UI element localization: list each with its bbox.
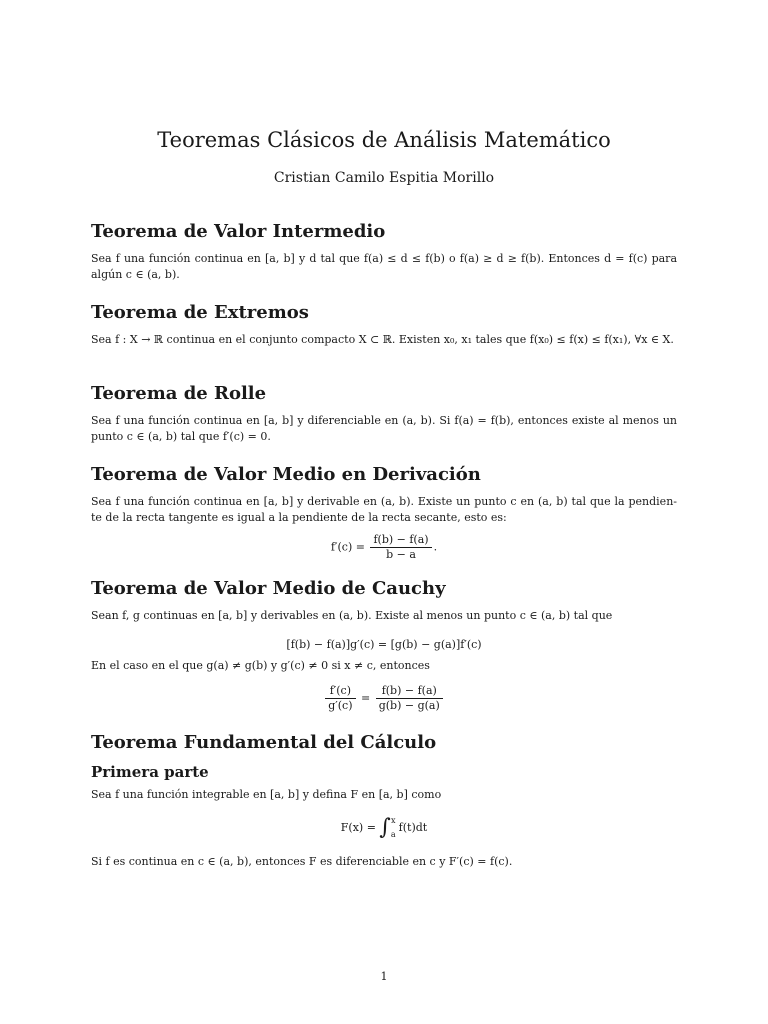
eq-cauchy-right-denominator: g(b) − g(a) — [378, 699, 440, 712]
equation-cauchy-1: [f(b) − f(a)]g′(c) = [g(b) − g(a)]f′(c) — [286, 638, 482, 651]
eq-fundamental-lhs: F(x) = — [340, 821, 376, 834]
integral-upper-limit: x — [391, 816, 396, 825]
fraction-cauchy-left — [325, 684, 355, 713]
equation-fundamental — [0, 812, 768, 842]
integral-limits — [391, 814, 396, 842]
text-valor-intermedio: Sea f una función continua en [a, b] y d tal que f(a) ≤ d ≤ f(b) o f(a) ≥ d ≥ f(b). Entonces d = f(c) para algún c ∈ (a, b). — [91, 252, 677, 281]
text-extremos: Sea f : X → ℝ continua en el conjunto compacto X ⊂ ℝ. Existen x₀, x₁ tales que f(x₀) ≤ f(x) ≤ f(x₁), ∀x ∈ X. — [91, 333, 674, 346]
heading-cauchy: Teorema de Valor Medio de Cauchy — [91, 578, 446, 599]
fraction-cauchy-right — [376, 684, 443, 713]
heading-rolle: Teorema de Rolle — [91, 383, 267, 404]
integral-sign: ∫ — [379, 815, 391, 840]
subheading-primera-parte: Primera parte — [91, 763, 209, 781]
equation-cauchy-2 — [0, 684, 768, 713]
eq-cauchy-left-denominator: g′(c) — [328, 699, 353, 712]
text-fundamental: Sea f una función integrable en [a, b] y defina F en [a, b] como — [91, 788, 442, 801]
text-valor-medio: Sea f una función continua en [a, b] y derivable en (a, b). Existe un punto c en (a, b) tal que la pendien-te de la recta tangente es igual a la pendiente de la recta secante, esto es: — [91, 495, 677, 524]
eq-valor-medio-numerator: f(b) − f(a) — [370, 533, 431, 548]
document-title: Teoremas Clásicos de Análisis Matemático — [157, 128, 611, 152]
author-name: Cristian Camilo Espitia Morillo — [273, 170, 495, 186]
text-rolle: Sea f una función continua en [a, b] y diferenciable en (a, b). Si f(a) = f(b), entonces existe al menos un punto c ∈ (a, b) tal que f′(c) = 0. — [91, 414, 677, 443]
fraction-valor-medio — [370, 533, 431, 562]
integral-lower-limit: a — [390, 830, 396, 839]
heading-valor-intermedio: Teorema de Valor Intermedio — [91, 221, 386, 242]
text-fundamental-2: Si f es continua en c ∈ (a, b), entonces F es diferenciable en c y F′(c) = f(c). — [91, 855, 513, 868]
heading-fundamental: Teorema Fundamental del Cálculo — [91, 732, 437, 753]
heading-valor-medio: Teorema de Valor Medio en Derivación — [91, 464, 481, 485]
text-cauchy-2: En el caso en el que g(a) ≠ g(b) y g′(c) ≠ 0 si x ≠ c, entonces — [91, 659, 430, 672]
eq-valor-medio-lhs: f′(c) = — [330, 540, 365, 554]
page-number: 1 — [380, 970, 388, 983]
eq-valor-medio-denominator: b − a — [386, 548, 416, 561]
eq-cauchy-left-numerator: f′(c) — [325, 684, 355, 699]
text-cauchy: Sean f, g continuas en [a, b] y derivables en (a, b). Existe al menos un punto c ∈ (a, b) tal que — [91, 609, 613, 622]
eq-cauchy-equals: = — [361, 691, 371, 705]
eq-fundamental-rhs: f(t)dt — [398, 821, 428, 834]
eq-valor-medio-period: . — [433, 540, 438, 554]
heading-extremos: Teorema de Extremos — [91, 302, 309, 323]
eq-cauchy-right-numerator: f(b) − f(a) — [376, 684, 443, 699]
equation-valor-medio — [0, 533, 768, 562]
